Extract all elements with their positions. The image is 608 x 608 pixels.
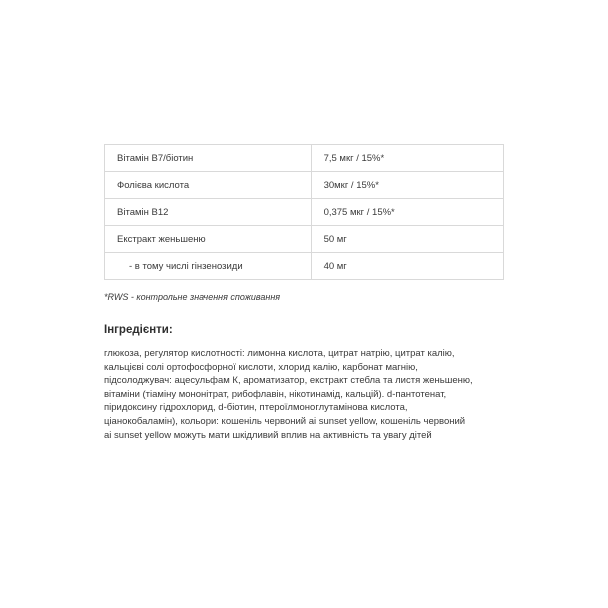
table-row [105, 199, 504, 226]
table-row [105, 172, 504, 199]
nutrient-value: 30мкг / 15%* [311, 172, 503, 199]
nutrient-value: 40 мг [311, 253, 503, 280]
nutrient-name: - в тому числі гінзенозиди [105, 253, 312, 280]
nutrient-value: 50 мг [311, 226, 503, 253]
table-row [105, 145, 504, 172]
nutrient-value: 7,5 мкг / 15%* [311, 145, 503, 172]
nutrition-table [104, 144, 504, 280]
table-row [105, 253, 504, 280]
rws-footnote: *RWS - контрольне значення споживання [104, 292, 281, 302]
table-row [105, 226, 504, 253]
nutrient-name: Вітамін B7/біотин [105, 145, 312, 172]
nutrient-name: Екстракт женьшеню [105, 226, 312, 253]
ingredients-text: глюкоза, регулятор кислотності: лимонна кислота, цитрат натрію, цитрат калію, кальцієві солі ортофосфорної кислоти, хлорид калію, карбонат магнію, підсолоджувач: ацесульфам К, ароматизатор, екстракт стебла та листя женьшеню, вітаміни (тіаміну мононітрат, рибофлавін, нікотинамід, кальцій). d-пантотенат, піридоксину гідрохлорид, d-біотин, птероїлмоноглутамінова кислота, ціанокобаламін), кольори: кошеніль червоний аі sunset yellow, кошеніль червоний аі sunset yellow можуть мати шкідливий вплив на активність та увагу дітей [104, 348, 473, 441]
nutrient-name: Фолієва кислота [105, 172, 312, 199]
nutrient-name: Вітамін B12 [105, 199, 312, 226]
ingredients-heading: Інгредієнти: [104, 324, 173, 336]
nutrient-value: 0,375 мкг / 15%* [311, 199, 503, 226]
